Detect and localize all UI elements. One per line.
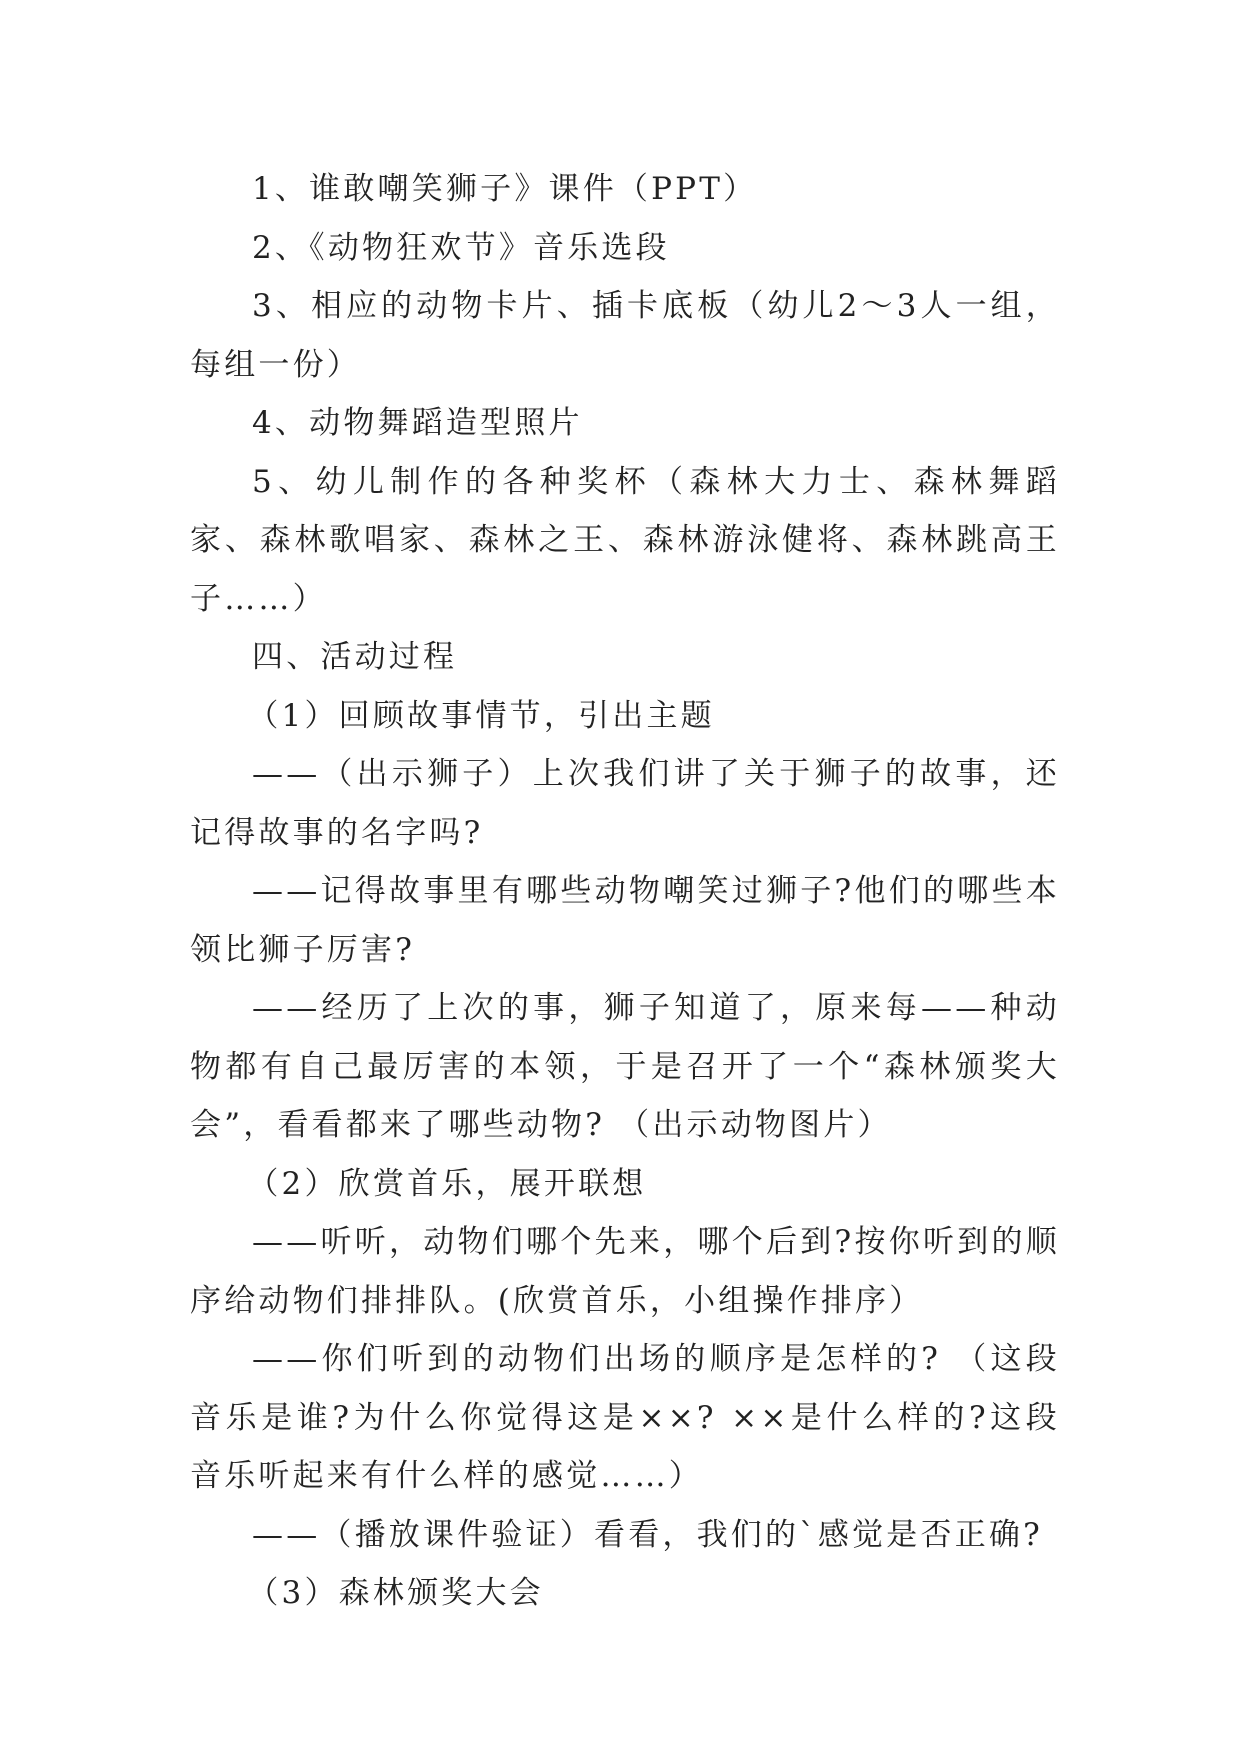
material-item-1: 1、谁敢嘲笑狮子》课件（PPT） xyxy=(252,171,758,207)
section-heading: 四、活动过程 xyxy=(252,639,458,675)
material-item-2: 2、《动物狂欢节》音乐选段 xyxy=(252,229,670,266)
step-2-title: （2）欣赏首乐，展开联想 xyxy=(247,1165,647,1202)
step-2-question-1: ——听听，动物们哪个先来，哪个后到?按你听到的顺序给动物们排排队。(欣赏首乐，小组操作排序） xyxy=(190,1224,1060,1319)
step-3-title: （3）森林颁奖大会 xyxy=(247,1575,544,1611)
step-2-question-3: ——（播放课件验证）看看，我们的`感觉是否正确? xyxy=(252,1516,1043,1553)
step-1-question-2: ——记得故事里有哪些动物嘲笑过狮子?他们的哪些本领比狮子厉害? xyxy=(190,873,1060,968)
material-item-4: 4、动物舞蹈造型照片 xyxy=(252,405,583,441)
step-2-question-2: ——你们听到的动物们出场的顺序是怎样的? （这段音乐是谁?为什么你觉得这是××? ××是什么样的?这段音乐听起来有什么样的感觉……） xyxy=(190,1341,1060,1494)
material-item-3: 3、相应的动物卡片、插卡底板（幼儿2～3人一组，每组一份） xyxy=(190,288,1060,383)
step-1-question-1: ——（出示狮子）上次我们讲了关于狮子的故事，还记得故事的名字吗? xyxy=(190,756,1060,851)
step-1-title: （1）回顾故事情节，引出主题 xyxy=(247,697,715,734)
material-item-5: 5、幼儿制作的各种奖杯（森林大力士、森林舞蹈家、森林歌唱家、森林之王、森林游泳健将、森林跳高王子……） xyxy=(190,463,1060,617)
step-1-question-3: ——经历了上次的事，狮子知道了，原来每——种动物都有自己最厉害的本领，于是召开了一个“森林颁奖大会”，看看都来了哪些动物? （出示动物图片） xyxy=(190,990,1060,1143)
document-body xyxy=(190,160,1060,1623)
